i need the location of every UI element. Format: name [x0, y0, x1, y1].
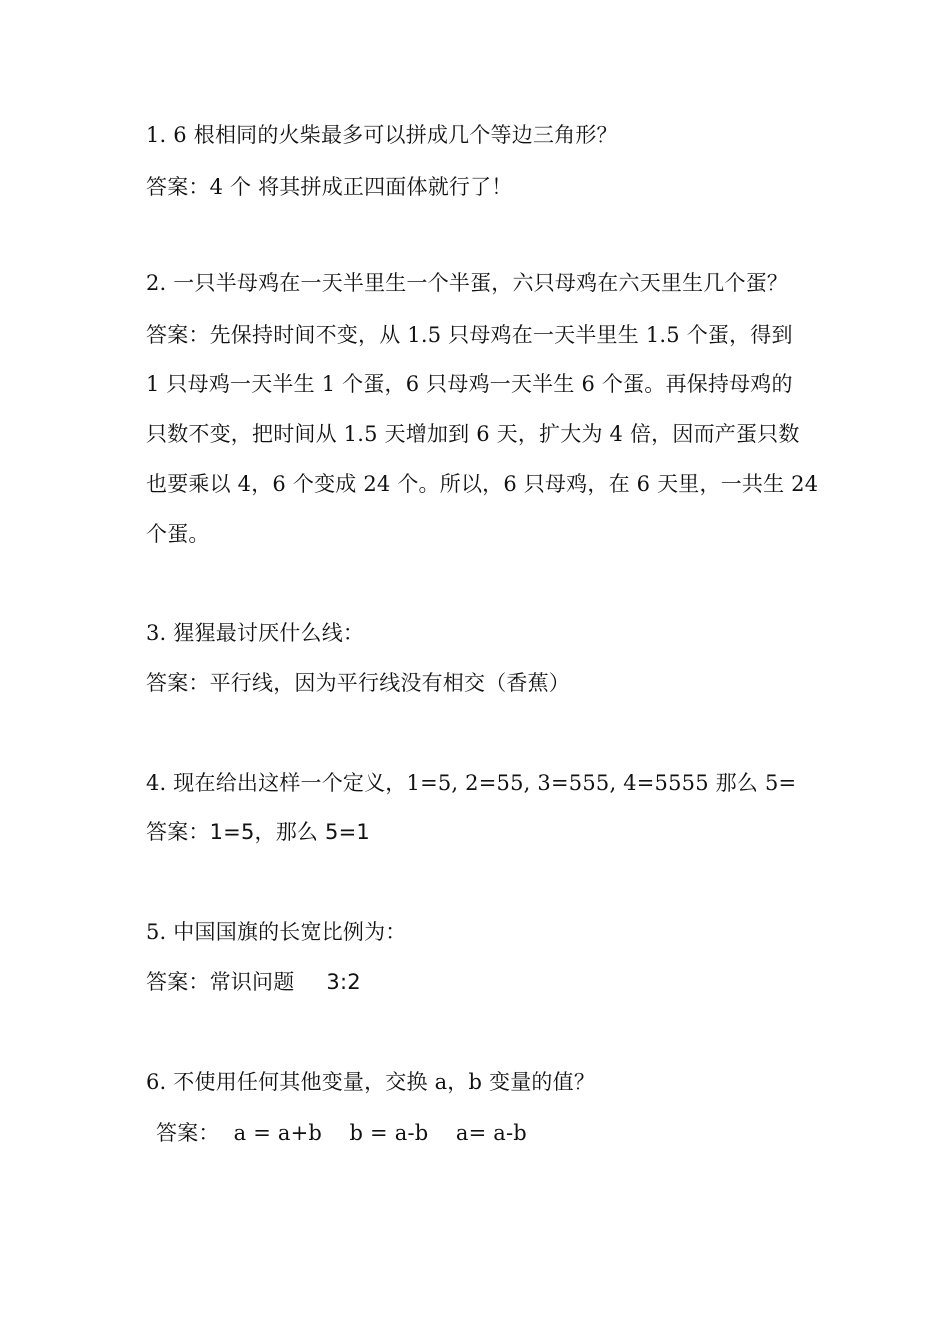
answer-6-value: a = a+b b = a-b a= a-b	[233, 1121, 527, 1145]
answer-2-line-3: 只数不变，把时间从 1.5 天增加到 6 天，扩大为 4 倍，因而产蛋只数	[146, 422, 800, 446]
answer-2-line-4: 也要乘以 4，6 个变成 24 个。所以，6 只母鸡，在 6 天里，一共生 24	[146, 472, 819, 496]
question-6: 6. 不使用任何其他变量，交换 a，b 变量的值？	[146, 1070, 596, 1094]
question-5: 5. 中国国旗的长宽比例为：	[146, 920, 407, 944]
answer-6	[156, 1118, 527, 1148]
answer-4-value: 1=5，那么 5=1	[209, 820, 370, 844]
answer-5-value: 3:2	[326, 970, 361, 994]
answer-1: 答案：4 个 将其拼成正四面体就行了！	[146, 175, 513, 199]
answer-2-line-5: 个蛋。	[146, 522, 210, 546]
question-3: 3. 猩猩最讨厌什么线：	[146, 621, 365, 645]
question-2: 2. 一只半母鸡在一天半里生一个半蛋，六只母鸡在六天里生几个蛋？	[146, 271, 789, 295]
answer-2-line-1: 答案：先保持时间不变，从 1.5 只母鸡在一天半里生 1.5 个蛋，得到	[146, 323, 793, 347]
answer-2-line-2: 1 只母鸡一天半生 1 个蛋，6 只母鸡一天半生 6 个蛋。再保持母鸡的	[146, 372, 793, 396]
answer-4-prefix: 答案：	[146, 820, 210, 844]
answer-5-prefix: 答案：常识问题	[146, 970, 295, 994]
question-4: 4. 现在给出这样一个定义，1=5, 2=55, 3=555, 4=5555 那么 5=	[146, 771, 797, 795]
question-1: 1. 6 根相同的火柴最多可以拼成几个等边三角形？	[146, 123, 618, 147]
answer-3: 答案：平行线，因为平行线没有相交（香蕉）	[146, 671, 570, 695]
answer-5	[146, 967, 361, 997]
answer-4	[146, 817, 370, 847]
answer-6-prefix: 答案：	[156, 1121, 220, 1145]
